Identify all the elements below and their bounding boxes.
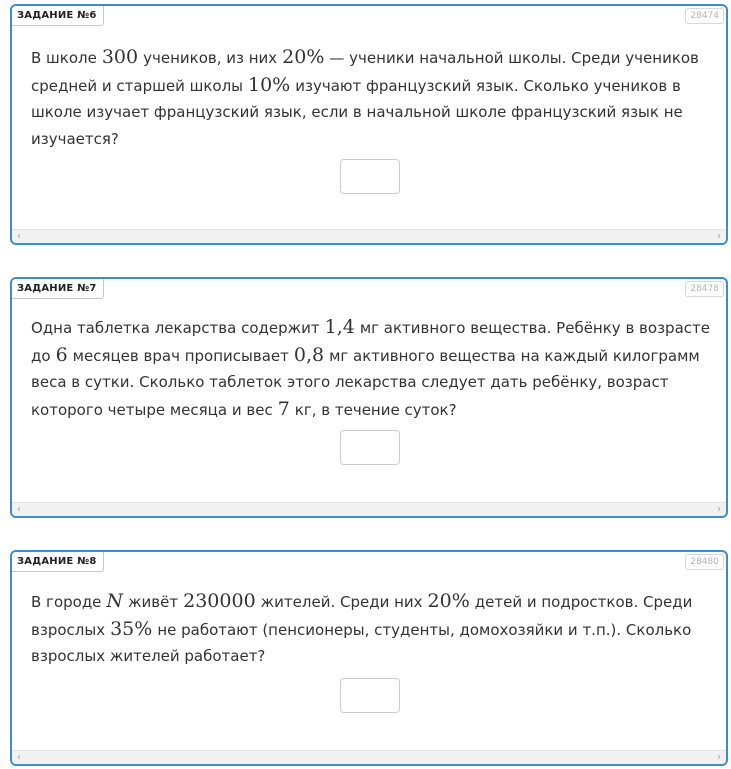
math-value: 35% <box>110 617 153 640</box>
math-value: 6 <box>55 343 68 366</box>
math-value: 230000 <box>183 590 256 612</box>
task-title: ЗАДАНИЕ №8 <box>12 552 104 572</box>
text-segment: мг активного вещества на каждый килограмм веса в сутки. Сколько таблеток этого лекарства следует дать ребёнку, возраст которого четыре месяца и вес <box>31 346 700 419</box>
text-segment: — ученики начальной школы. Среди учеников средней и старшей школы <box>31 49 699 95</box>
task-id-badge: 28480 <box>685 554 724 570</box>
task-text <box>31 588 712 670</box>
math-value: 7 <box>277 397 290 420</box>
text-segment: учеников, из них <box>143 49 278 67</box>
text-segment: месяцев врач прописывает <box>72 346 289 365</box>
math-value: 300 <box>101 46 139 68</box>
text-segment: В школе <box>31 49 97 67</box>
scroll-right-arrow-icon[interactable]: › <box>717 231 721 242</box>
task-title: ЗАДАНИЕ №6 <box>12 6 104 26</box>
answer-input[interactable] <box>340 159 400 194</box>
task-title: ЗАДАНИЕ №7 <box>12 279 104 299</box>
horizontal-scrollbar[interactable] <box>12 750 726 764</box>
text-segment: Одна таблетка лекарства содержит <box>31 319 320 337</box>
text-segment: жителей. Среди них <box>260 593 423 611</box>
task-id-badge: 28474 <box>685 8 724 24</box>
task-card-7 <box>10 277 728 518</box>
math-value: 10% <box>248 73 291 96</box>
task-text <box>31 44 712 152</box>
text-segment: В городе <box>31 593 102 611</box>
answer-input[interactable] <box>340 430 400 465</box>
horizontal-scrollbar[interactable] <box>12 229 726 243</box>
task-text <box>31 314 712 423</box>
scroll-right-arrow-icon[interactable]: › <box>717 504 721 515</box>
horizontal-scrollbar[interactable] <box>12 502 726 516</box>
scroll-left-arrow-icon[interactable]: ‹ <box>17 231 21 242</box>
task-id-badge: 28478 <box>685 281 724 297</box>
math-variable: N <box>106 590 124 612</box>
math-value: 20% <box>427 590 470 612</box>
math-value: 20% <box>282 46 325 68</box>
text-segment: не работают (пенсионеры, студенты, домохозяйки и т.п.). Сколько взрослых жителей работает? <box>31 620 692 665</box>
text-segment: детей и подростков. Среди взрослых <box>31 593 693 639</box>
task-card-8 <box>10 550 728 766</box>
answer-input[interactable] <box>340 678 400 713</box>
text-segment: живёт <box>128 593 179 611</box>
scroll-left-arrow-icon[interactable]: ‹ <box>17 504 21 515</box>
math-value: 1,4 <box>324 316 355 338</box>
text-segment: мг активного вещества. Ребёнку в возрасте до <box>31 319 710 365</box>
task-card-6 <box>10 4 728 245</box>
scroll-left-arrow-icon[interactable]: ‹ <box>17 752 21 763</box>
scroll-right-arrow-icon[interactable]: › <box>717 752 721 763</box>
math-value: 0,8 <box>293 343 325 366</box>
text-segment: изучают французский язык. Сколько учеников в школе изучает французский язык, если в начальной школе французский язык не изучается? <box>31 76 683 148</box>
text-segment: кг, в течение суток? <box>294 400 457 419</box>
